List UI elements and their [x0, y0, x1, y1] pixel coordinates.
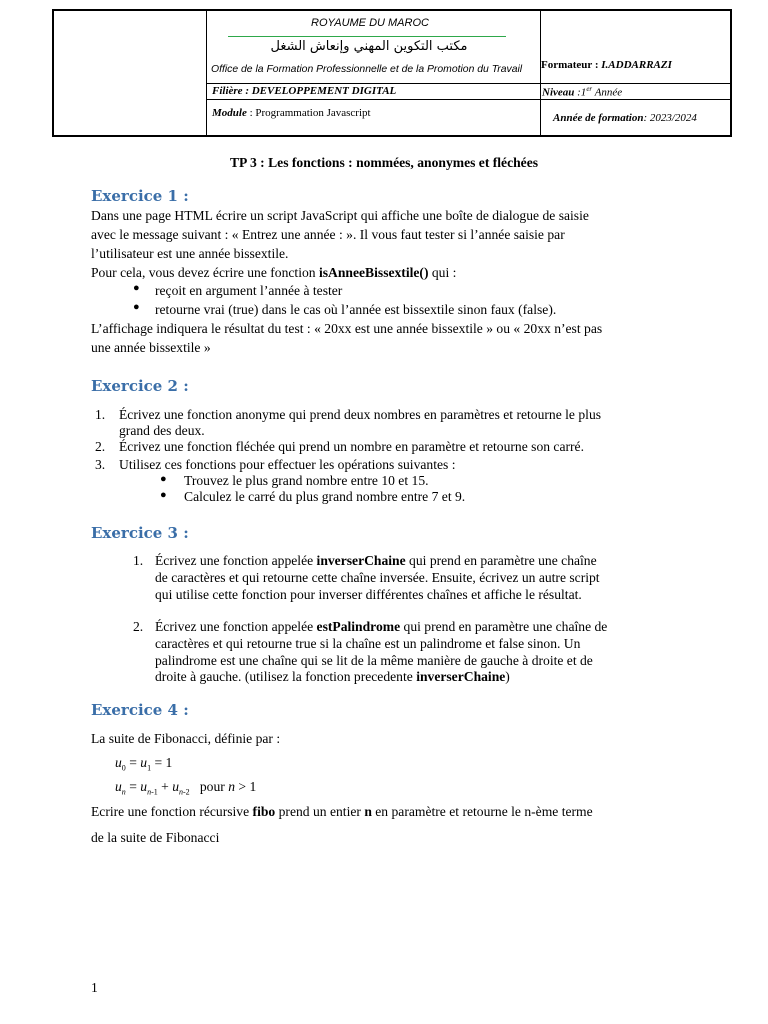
- ex1-line-3: l’utilisateur est une année bissextile.: [91, 246, 289, 261]
- green-rule: [228, 36, 506, 37]
- formateur-name: I.ADDARRAZI: [601, 59, 672, 71]
- header-divider-right: [540, 11, 541, 135]
- ex3-item-2-line-2: caractères et qui retourne true si la chaîne est un palindrome et false sinon. Un: [155, 636, 581, 651]
- bullet-icon: ●: [160, 489, 167, 501]
- header-divider-left: [206, 11, 207, 135]
- exercise-4-heading: Exercice 4 :: [91, 701, 189, 719]
- annee-formation: [553, 112, 697, 124]
- ex3-item-1-line-3: qui utilise cette fonction pour inverser différentes chaînes et affiche le résultat.: [155, 587, 582, 602]
- function-name-fibo: fibo: [252, 804, 276, 819]
- ex2-item-2-number: 2.: [95, 439, 106, 454]
- function-name-inverserChaine: inverserChaine: [316, 553, 406, 568]
- ex1-line-1: Dans une page HTML écrire un script JavaScript qui affiche une boîte de dialogue de saisie: [91, 208, 589, 223]
- ex3-item-2-line-4: [155, 667, 510, 686]
- niveau-label: Niveau: [542, 86, 575, 99]
- param-n: n: [364, 804, 372, 819]
- function-name-isAnneeBissextile: isAnneeBissextile(): [318, 265, 429, 280]
- module-label: Module: [212, 107, 247, 119]
- ex1-line-5: L’affichage indiquera le résultat du test : « 20xx est une année bissextile » ou « 20xx n’est pas: [91, 321, 603, 336]
- ex4-line-2: de la suite de Fibonacci: [91, 830, 220, 845]
- niveau-rest: Année: [592, 86, 623, 99]
- ex2-item-1-line-2: grand des deux.: [119, 423, 205, 438]
- header-rule-2: [206, 99, 732, 100]
- ex2-item-1-number: 1.: [95, 407, 106, 422]
- fibonacci-formula-1: $u_0 = u_1 = 1$: [115, 755, 173, 773]
- ex4-line-1e: en paramètre et retourne le n-ème terme: [371, 804, 593, 819]
- bullet-icon: ●: [133, 301, 140, 313]
- ex1-line-4: [91, 263, 456, 282]
- ex3-item-2-line-1c: qui prend en paramètre une chaîne de: [400, 619, 608, 634]
- ex2-item-3-number: 3.: [95, 457, 106, 472]
- office-text: Office de la Formation Professionnelle et de la Promotion du Travail: [211, 64, 523, 75]
- module: [212, 107, 371, 119]
- ex3-item-1-line-2: de caractères et qui retourne cette chaîne inversée. Ensuite, écrivez un autre script: [155, 570, 600, 585]
- ex3-item-1-number: 1.: [133, 553, 144, 568]
- ex3-item-2-line-4a: droite à gauche. (utilisez la fonction precedente: [155, 669, 417, 684]
- formateur: [541, 59, 672, 71]
- exercise-2-heading: Exercice 2 :: [91, 377, 189, 395]
- ex4-line-1: [91, 802, 593, 821]
- ex4-line-1a: Ecrire une fonction récursive: [91, 804, 253, 819]
- arabic-office-name: مكتب التكوين المهني وإنعاش الشغل: [270, 39, 468, 54]
- ex1-line-4c: qui :: [428, 265, 457, 280]
- formateur-label: Formateur :: [541, 59, 602, 71]
- ex3-item-1-line-1a: Écrivez une fonction appelée: [155, 553, 317, 568]
- page-title: TP 3 : Les fonctions : nommées, anonymes et fléchées: [229, 155, 539, 170]
- ex2-sub-2: Calculez le carré du plus grand nombre entre 7 et 9.: [184, 489, 466, 504]
- filiere-value: : DEVELOPPEMENT DIGITAL: [242, 85, 397, 97]
- page-number: 1: [91, 980, 98, 995]
- filiere-label: Filière: [212, 85, 243, 97]
- niveau-value: :1: [574, 86, 587, 99]
- header-rule-1: [206, 83, 732, 84]
- ex2-item-1-line-1: Écrivez une fonction anonyme qui prend deux nombres en paramètres et retourne le plus: [119, 407, 602, 422]
- ex1-line-6: une année bissextile »: [91, 340, 211, 355]
- ex4-intro: La suite de Fibonacci, définie par :: [91, 731, 281, 746]
- function-name-estPalindrome: estPalindrome: [316, 619, 401, 634]
- niveau: [542, 85, 622, 99]
- exercise-3-heading: Exercice 3 :: [91, 524, 189, 542]
- bullet-icon: ●: [133, 282, 140, 294]
- ex2-item-2: Écrivez une fonction fléchée qui prend un nombre en paramètre et retourne son carré.: [119, 439, 584, 454]
- ex3-item-1-line-1c: qui prend en paramètre une chaîne: [405, 553, 597, 568]
- ex2-item-3: Utilisez ces fonctions pour effectuer les opérations suivantes :: [119, 457, 456, 472]
- function-name-inverserChaine-ref: inverserChaine: [416, 669, 506, 684]
- kingdom-text: ROYAUME DU MAROC: [311, 17, 429, 29]
- ex1-bullet-2: retourne vrai (true) dans le cas où l’année est bissextile sinon faux (false).: [155, 302, 557, 317]
- ex2-sub-1: Trouvez le plus grand nombre entre 10 et 15.: [184, 473, 429, 488]
- ex3-item-2-line-1a: Écrivez une fonction appelée: [155, 619, 317, 634]
- ex3-item-2-number: 2.: [133, 619, 144, 634]
- ex1-line-2: avec le message suivant : « Entrez une année : ». Il vous faut tester si l’année saisie par: [91, 227, 565, 242]
- ex3-item-2-line-4c: ): [505, 669, 510, 684]
- bullet-icon: ●: [160, 473, 167, 485]
- header-table: [52, 9, 732, 137]
- filiere: [212, 85, 396, 97]
- ex4-line-1c: prend un entier: [275, 804, 365, 819]
- ex1-bullet-1: reçoit en argument l’année à tester: [155, 283, 343, 298]
- ex3-item-2-line-3: palindrome est une chaîne qui se lit de la même manière de gauche à droite et de: [155, 653, 593, 668]
- annee-label: Année de formation: [553, 112, 644, 124]
- fibonacci-formula-2: $u_n = u_{n-1} + u_{n-2}$ pour n > 1: [115, 779, 257, 797]
- annee-value: : 2023/2024: [643, 112, 697, 124]
- ex1-line-4a: Pour cela, vous devez écrire une fonction: [91, 265, 319, 280]
- niveau-sup: er: [586, 85, 593, 93]
- module-value: : Programmation Javascript: [246, 107, 371, 119]
- exercise-1-heading: Exercice 1 :: [91, 187, 189, 205]
